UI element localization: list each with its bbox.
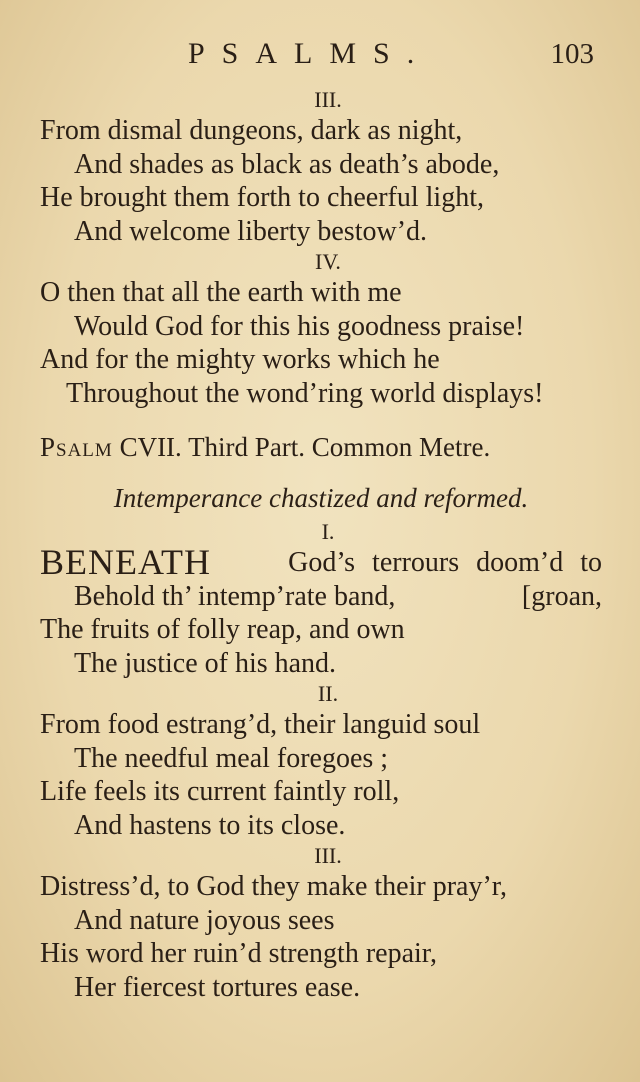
verse-line: The justice of his hand. [74, 647, 337, 679]
verse-line [40, 542, 602, 582]
verse-line: He brought them forth to cheerful light, [40, 182, 484, 213]
verse-line-text: Behold th’ intemp’rate band, [74, 580, 396, 612]
stanza-numeral: IV. [315, 249, 341, 274]
psalm-heading-text: CVII. Third Part. Common Metre. [119, 432, 491, 462]
stanza-numeral: III. [314, 843, 342, 868]
verse-line: The fruits of folly reap, and own [40, 614, 405, 645]
stanza-numeral: I. [321, 519, 335, 544]
running-head-title: PSALMS. [188, 37, 432, 70]
running-head [0, 34, 640, 74]
verse-line: The needful meal foregoes ; [74, 742, 389, 774]
psalm-label: Psalm [40, 432, 113, 462]
verse-line: And for the mighty works which he [40, 344, 440, 375]
verse-line: His word her ruin’d strength repair, [40, 938, 437, 969]
verse-line: And welcome liberty bestow’d. [74, 215, 428, 247]
verse-line: Would God for this his goodness praise! [74, 310, 525, 342]
psalm-subtitle: Intemperance chastized and reformed. [113, 483, 529, 513]
verse-line: Throughout the wond’ring world displays! [66, 377, 544, 409]
verse-line: And nature joyous sees [74, 904, 335, 936]
verse-line: And hastens to its close. [74, 809, 346, 841]
verse-line: Life feels its current faintly roll, [40, 776, 400, 807]
turnover-word: [groan, [521, 580, 602, 612]
verse-line-rest: God’s terrours doom’d to [288, 547, 602, 578]
verse-line: O then that all the earth with me [40, 277, 402, 308]
verse-line [40, 580, 602, 614]
psalm-heading [40, 430, 602, 464]
verse-line: And shades as black as death’s abode, [74, 148, 500, 180]
verse-line: Her fiercest tortures ease. [74, 971, 361, 1003]
verse-line: From food estrang’d, their languid soul [40, 709, 481, 740]
drop-word: BENEATH [40, 542, 211, 582]
verse-line: Distress’d, to God they make their pray’r, [40, 871, 507, 902]
stanza-numeral: II. [317, 681, 339, 706]
page-number: 103 [550, 38, 594, 70]
verse-line: From dismal dungeons, dark as night, [40, 115, 463, 146]
stanza-numeral: III. [314, 87, 342, 112]
text-block [40, 86, 602, 1004]
